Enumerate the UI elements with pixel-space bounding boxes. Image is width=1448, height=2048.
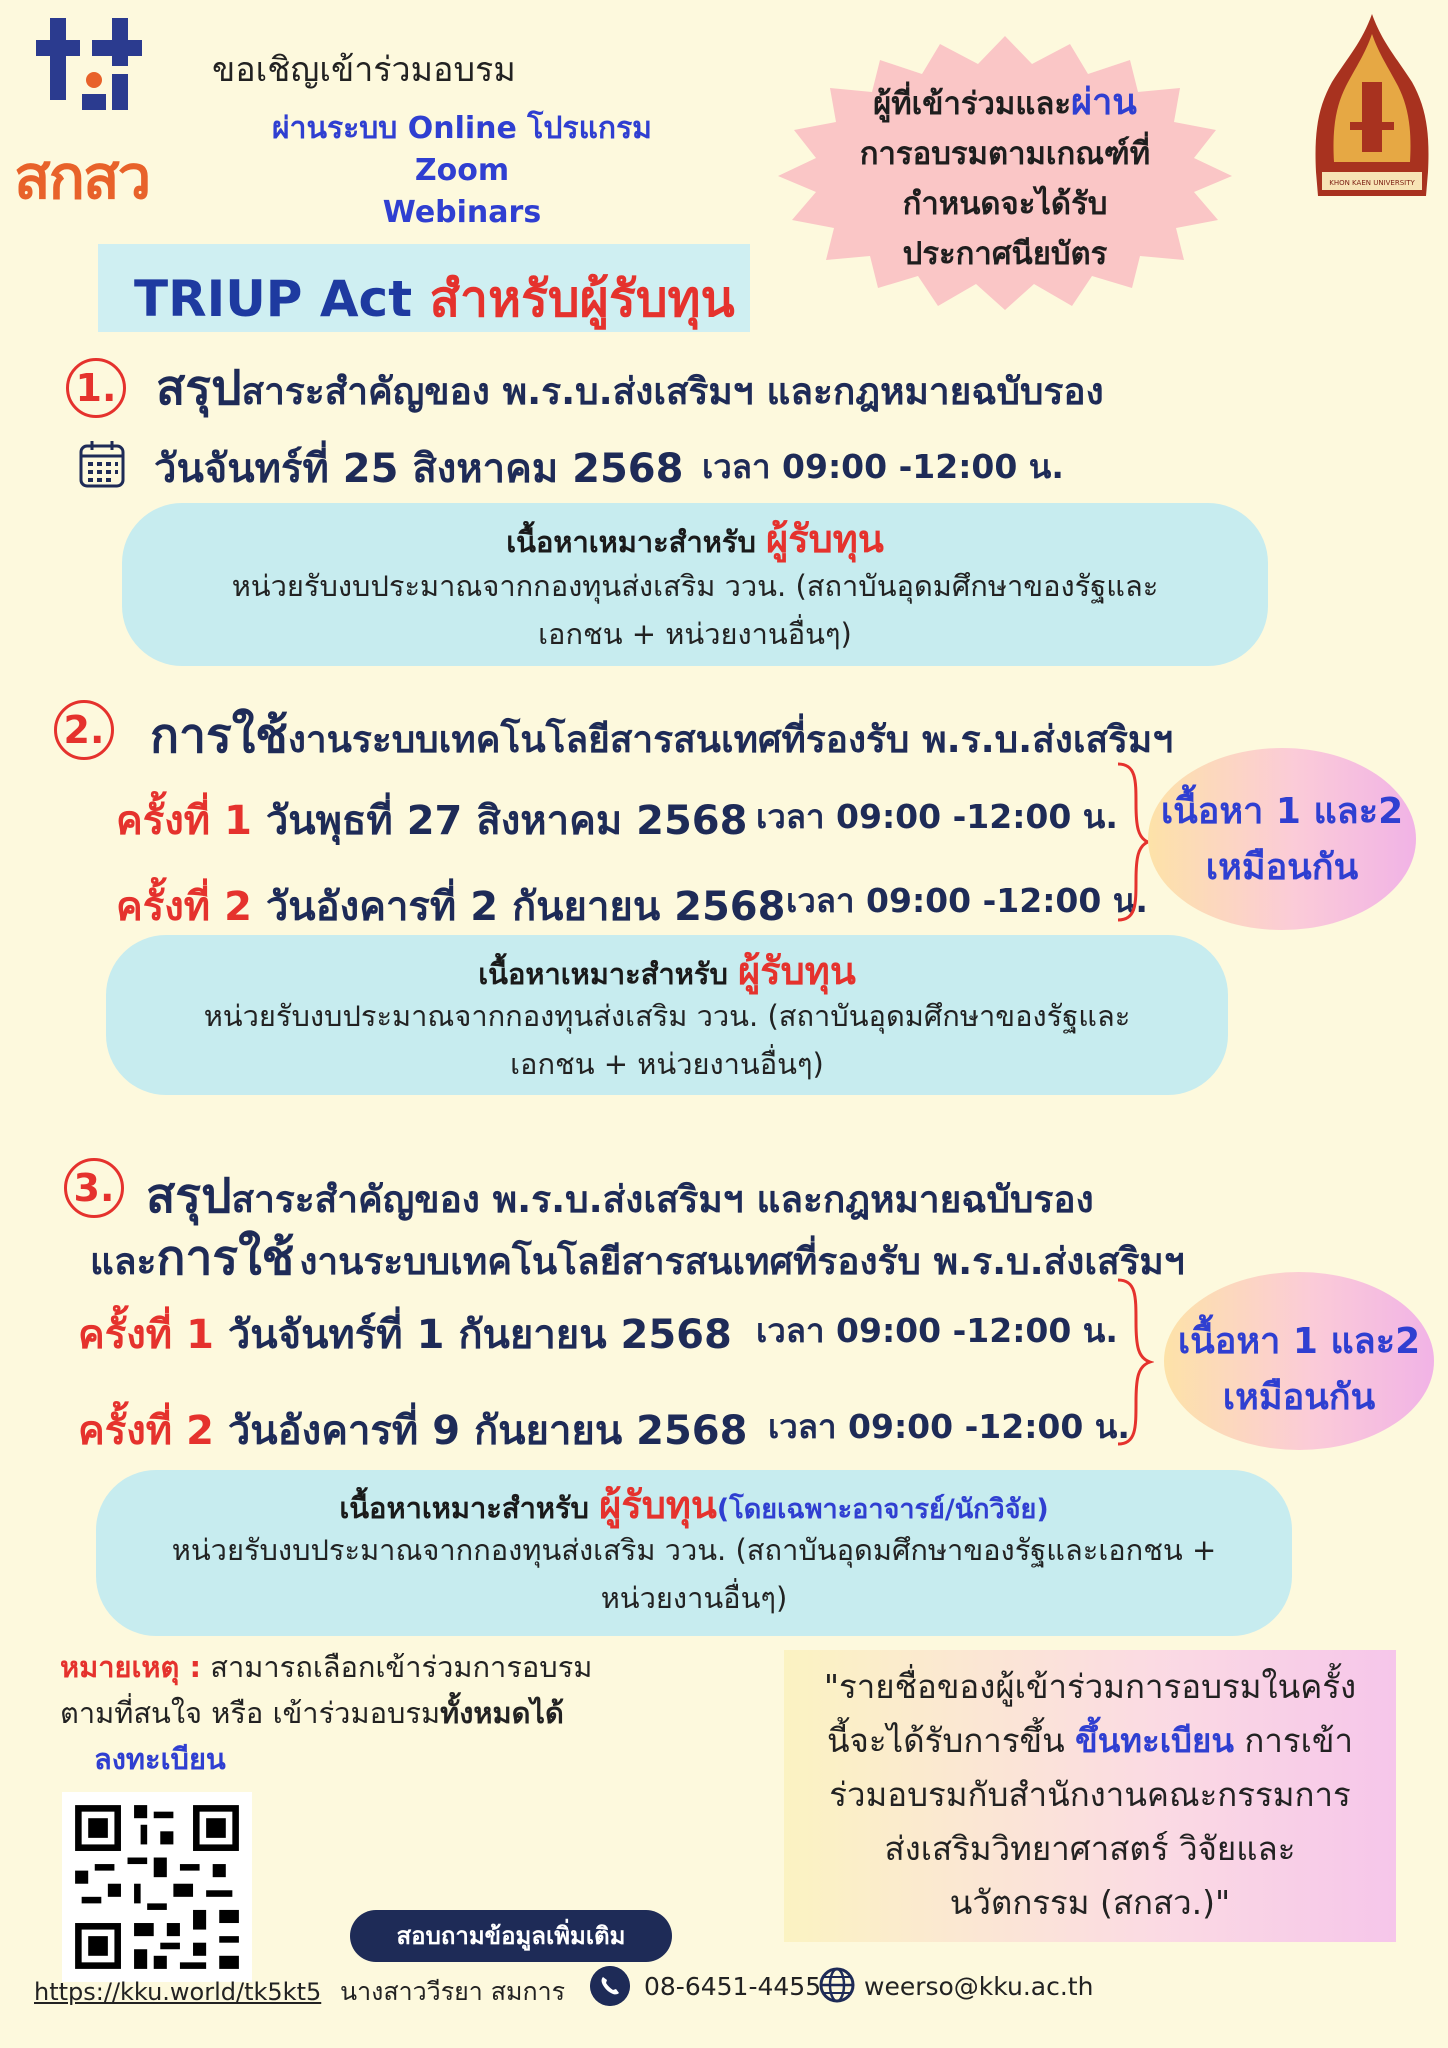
svg-text:KHON KAEN UNIVERSITY: KHON KAEN UNIVERSITY [1329,179,1415,187]
section-3-session-1: ครั้งที่ 1 วันจันทร์ที่ 1 กันยายน 2568 [78,1312,732,1358]
section-3-brace [1112,1276,1154,1448]
section-1-audience-title: เนื้อหาเหมาะสำหรับ ผู้รับทุน [506,517,884,561]
section-3-audience-body: หน่วยรับงบประมาณจากกองทุนส่งเสริม ววน. (สถาบันอุดมศึกษาของรัฐและเอกชน + หน่วยงานอื่นๆ) [171,1533,1217,1615]
tsri-logo-mark [36,18,146,128]
zoom-subheading: ผ่านระบบ Online โปรแกรม Zoom Webinars [272,111,652,230]
registration-link[interactable]: https://kku.world/tk5kt5 [34,1978,322,2006]
section-2-session-2-time: เวลา 09:00 -12:00 น. [786,881,1148,920]
contact-more-info-button[interactable]: สอบถามข้อมูลเพิ่มเติม [350,1910,672,1962]
contact-email[interactable]: weerso@kku.ac.th [864,1972,1094,2001]
section-1-number: 1. [66,358,126,418]
section-2-audience-title: เนื้อหาเหมาะสำหรับ ผู้รับทุน [478,949,856,993]
section-3-title-line-1: สรุปสาระสำคัญของ พ.ร.บ.ส่งเสริมฯ และกฎหมายฉบับรอง [146,1168,1094,1224]
phone-icon [590,1966,630,2006]
section-1-time: เวลา 09:00 -12:00 น. [702,447,1064,486]
register-label: ลงทะเบียน [94,1742,226,1776]
globe-icon [818,1966,856,2004]
section-2-session-1-time: เวลา 09:00 -12:00 น. [756,797,1118,836]
section-2-number: 2. [54,700,114,760]
section-3-session-1-time: เวลา 09:00 -12:00 น. [756,1311,1118,1350]
calendar-icon [78,438,126,490]
section-3-audience-title: เนื้อหาเหมาะสำหรับ ผู้รับทุน(โดยเฉพาะอาจารย์/นักวิจัย) [339,1483,1049,1527]
section-1-date: วันจันทร์ที่ 25 สิงหาคม 2568 [154,446,684,492]
kku-seal [1310,12,1434,202]
section-1-audience-body: หน่วยรับงบประมาณจากกองทุนส่งเสริม ววน. (สถาบันอุดมศึกษาของรัฐและ เอกชน + หน่วยงานอื่นๆ) [231,569,1159,651]
triup-heading: TRIUP Act สำหรับผู้รับทุน [134,270,735,328]
section-2-session-1: ครั้งที่ 1 วันพุธที่ 27 สิงหาคม 2568 [116,798,748,844]
section-3-same-content: เนื้อหา 1 และ2 เหมือนกัน [1177,1321,1421,1418]
section-2-session-2: ครั้งที่ 2 วันอังคารที่ 2 กันยายน 2568 [116,884,786,930]
section-3-session-2: ครั้งที่ 2 วันอังคารที่ 9 กันยายน 2568 [78,1408,748,1454]
registration-quote: "รายชื่อของผู้เข้าร่วมการอบรมในครั้ง นี้จะได้รับการขึ้น ขึ้นทะเบียน การเข้า ร่วมอบรมกับสำนักงานคณะกรรมการ ส่งเสริมวิทยาศาสตร์ วิจัยและ นวัตกรรม (สกสว.)" [823,1667,1357,1922]
tsri-logo-text: สกสว [14,143,150,213]
section-1-title: สรุปสาระสำคัญของ พ.ร.บ.ส่งเสริมฯ และกฎหมายฉบับรอง [156,360,1104,416]
contact-name: นางสาววีรยา สมการ [340,1977,566,2006]
invite-heading: ขอเชิญเข้าร่วมอบรม [212,50,516,90]
contact-phone[interactable]: 08-6451-4455 [644,1972,822,2001]
registration-qr-code[interactable] [62,1792,252,1982]
section-3-session-2-time: เวลา 09:00 -12:00 น. [768,1407,1130,1446]
remark: หมายเหตุ : สามารถเลือกเข้าร่วมการอบรม ตามที่สนใจ หรือ เข้าร่วมอบรมทั้งหมดได้ ลงทะเบียน [60,1644,620,1782]
section-3-number: 3. [64,1158,124,1218]
section-3-title-line-2: และการใช้ งานระบบเทคโนโลยีสารสนเทศที่รองรับ พ.ร.บ.ส่งเสริมฯ [90,1230,1185,1286]
section-2-title: การใช้งานระบบเทคโนโลยีสารสนเทศที่รองรับ พ.ร.บ.ส่งเสริมฯ [150,708,1174,764]
section-2-brace [1112,760,1152,924]
section-2-same-content: เนื้อหา 1 และ2 เหมือนกัน [1160,791,1404,888]
section-2-audience-body: หน่วยรับงบประมาณจากกองทุนส่งเสริม ววน. (สถาบันอุดมศึกษาของรัฐและ เอกชน + หน่วยงานอื่นๆ) [203,999,1131,1081]
certificate-note: ผู้ที่เข้าร่วมและผ่าน การอบรมตามเกณฑ์ที่ กำหนดจะได้รับ ประกาศนียบัตร [859,82,1151,272]
